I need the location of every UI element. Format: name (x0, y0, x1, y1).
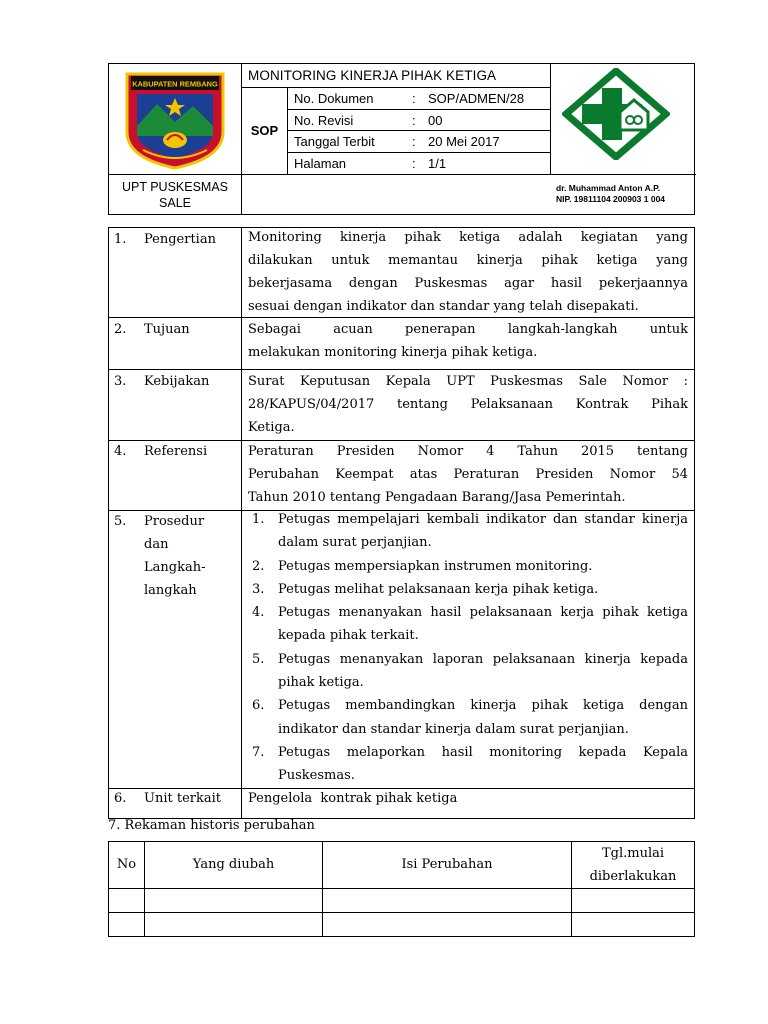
section-number: 2. (114, 322, 127, 337)
content-line: Tahun 2010 tentang Pengadaan Barang/Jasa Pemerintah. (248, 490, 626, 505)
meta-label: No. Dokumen (294, 91, 374, 106)
section-title: Pengertian (144, 232, 216, 247)
section-title-line: Langkah- (144, 560, 206, 575)
meta-row-revisi (288, 110, 550, 131)
procedure-step (248, 648, 688, 695)
step-number: 7. (252, 744, 265, 760)
unit-name (109, 174, 241, 215)
emblem-text: KABUPATEN REMBANG (132, 79, 218, 89)
header-table (108, 63, 695, 215)
section-number: 3. (114, 374, 127, 389)
step-text: Petugas melihat pelaksanaan kerja pihak ketiga. (278, 581, 599, 597)
section-tujuan-content (248, 318, 688, 364)
regency-emblem-icon (123, 70, 227, 170)
section-title: Kebijakan (144, 374, 210, 389)
sop-label: SOP (250, 123, 279, 138)
procedure-step (248, 741, 688, 788)
step-text: Petugas melaporkan hasil monitoring kepada Kepala Puskesmas. (278, 744, 688, 784)
content-line: Peraturan Presiden Nomor 4 Tahun 2015 tentang (248, 444, 688, 459)
section-title: Referensi (144, 444, 208, 459)
step-text: Petugas menanyakan hasil pelaksanaan kerja pihak ketiga kepada pihak terkait. (278, 605, 688, 644)
unit-line-2: SALE (159, 196, 191, 210)
history-title: 7. Rekaman historis perubahan (108, 818, 315, 833)
step-number: 3. (252, 581, 265, 597)
procedure-step (248, 508, 688, 555)
meta-value: 00 (428, 113, 443, 128)
section-unit-terkait-content: Pengelola kontrak pihak ketiga (248, 791, 458, 806)
meta-label: Halaman (294, 156, 347, 171)
content-line: melakukan monitoring kinerja pihak ketiga. (248, 345, 538, 360)
content-line: sesuai dengan indikator dan standar yang telah disepakati. (248, 299, 639, 314)
meta-value: SOP/ADMEN/28 (428, 91, 525, 106)
meta-row-halaman (288, 153, 550, 174)
puskesmas-logo-cell (551, 64, 696, 174)
signer-nip: NIP. 19811104 200903 1 004 (556, 194, 666, 204)
meta-label: No. Revisi (294, 113, 354, 128)
section-kebijakan-content (248, 370, 688, 439)
procedure-list (248, 508, 688, 788)
meta-sep: : (412, 156, 416, 171)
meta-value: 20 Mei 2017 (428, 134, 500, 149)
procedure-step (248, 601, 688, 648)
section-title: Unit terkait (144, 791, 221, 806)
meta-sep: : (412, 91, 416, 106)
procedure-step (248, 578, 688, 601)
content-line: 28/KAPUS/04/2017 tentang Pelaksanaan Kontrak Pihak (248, 397, 688, 412)
history-header-no: No (116, 857, 137, 872)
puskesmas-logo-icon (562, 68, 670, 160)
step-number: 6. (252, 698, 265, 714)
signer-name: dr. Muhammad Anton A.P. (556, 183, 661, 193)
history-header-line: diberlakukan (589, 869, 677, 884)
meta-row-tanggal (288, 131, 550, 152)
meta-value: 1/1 (428, 156, 447, 171)
meta-sep: : (412, 134, 416, 149)
document-title: MONITORING KINERJA PIHAK KETIGA (248, 68, 497, 83)
section-number: 4. (114, 444, 127, 459)
content-line: Surat Keputusan Kepala UPT Puskesmas Sale Nomor : (248, 374, 688, 389)
history-table (108, 841, 695, 937)
step-number: 5. (252, 651, 265, 667)
signature-block (551, 174, 696, 215)
content-line: dilakukan untuk memantau kinerja pihak ketiga yang (248, 253, 688, 268)
step-text: Petugas membandingkan kinerja pihak ketiga dengan indikator dan standar kinerja dalam surat perjanjian. (278, 698, 688, 737)
section-number: 6. (114, 791, 127, 806)
content-line: Perubahan Keempat atas Peraturan Presiden Nomor 54 (248, 467, 688, 482)
section-number: 5. (114, 514, 127, 529)
history-header-line: Tgl.mulai (601, 846, 665, 861)
section-pengertian-content (248, 226, 688, 318)
step-text: Petugas menanyakan laporan pelaksanaan kinerja kepada pihak ketiga. (278, 651, 688, 691)
regency-emblem-cell (109, 64, 241, 174)
section-title-line: Prosedur (144, 514, 205, 529)
history-header-isi-perubahan: Isi Perubahan (401, 857, 493, 872)
section-referensi-content (248, 440, 688, 509)
meta-sep: : (412, 113, 416, 128)
section-title: Tujuan (144, 322, 190, 337)
history-header-yang-diubah: Yang diubah (192, 857, 275, 872)
step-number: 4. (252, 605, 265, 621)
section-title (144, 510, 239, 602)
procedure-step (248, 555, 688, 578)
unit-line-1: UPT PUSKESMAS (121, 180, 229, 194)
section-title-line: langkah (144, 583, 197, 598)
step-text: Petugas mempersiapkan instrumen monitoring. (278, 558, 593, 574)
content-line: bekerjasama dengan Puskesmas agar hasil pekerjaannya (248, 276, 688, 291)
section-number: 1. (114, 232, 127, 247)
history-header-tgl-mulai (572, 842, 694, 887)
step-number: 2. (252, 558, 265, 574)
content-line: Sebagai acuan penerapan langkah-langkah untuk (248, 322, 688, 337)
procedure-step (248, 694, 688, 741)
content-line: Ketiga. (248, 420, 295, 435)
meta-label: Tanggal Terbit (294, 134, 375, 149)
section-title-line: dan (144, 537, 169, 552)
content-line: Monitoring kinerja pihak ketiga adalah kegiatan yang (248, 230, 688, 245)
step-number: 1. (252, 512, 265, 527)
sop-content-table (108, 227, 695, 819)
step-text: Petugas mempelajari kembali indikator dan standar kinerja dalam surat perjanjian. (278, 512, 688, 551)
meta-row-dokumen (288, 88, 550, 109)
